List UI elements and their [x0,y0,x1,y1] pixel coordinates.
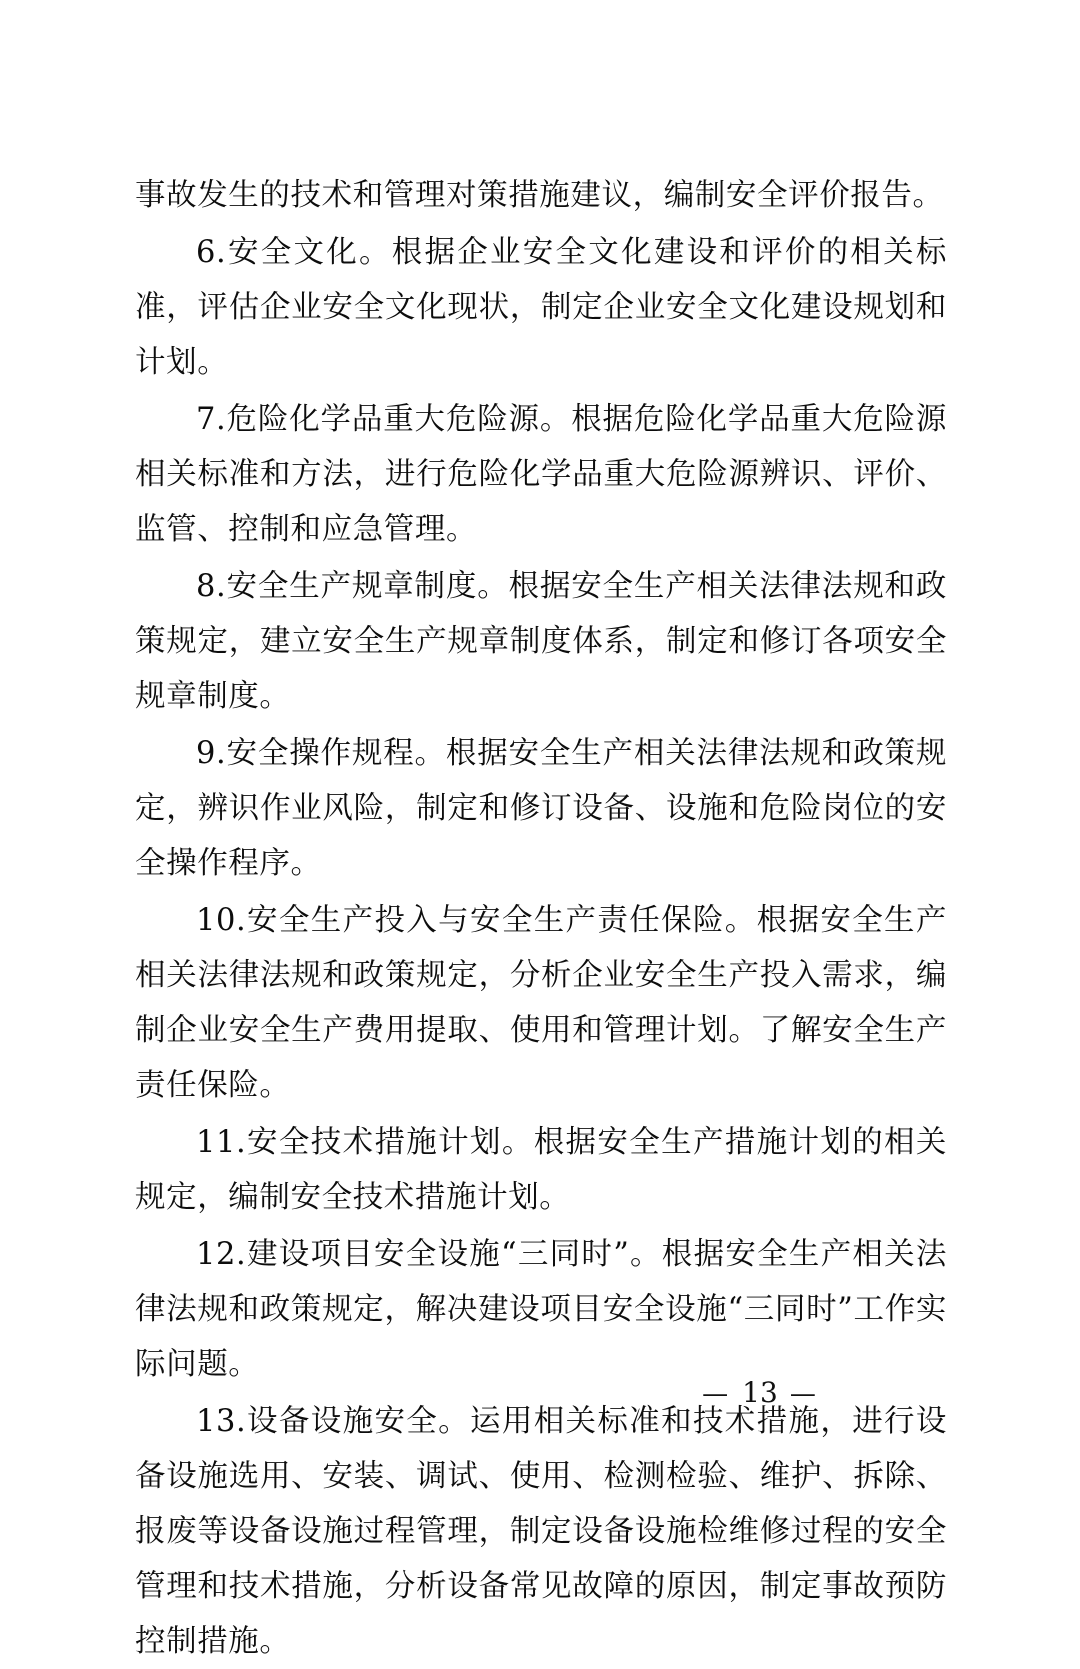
paragraph-continued: 事故发生的技术和管理对策措施建议，编制安全评价报告。 [135,178,944,213]
paragraph-item-6: 6.安全文化。根据企业安全文化建设和评价的相关标准，评估企业安全文化现状，制定企业安全文化建设规划和计划。 [135,235,947,380]
paragraph-item-11: 11.安全技术措施计划。根据安全生产措施计划的相关规定，编制安全技术措施计划。 [135,1125,947,1215]
paragraph-item-9: 9.安全操作规程。根据安全生产相关法律法规和政策规定，辨识作业风险，制定和修订设备、设施和危险岗位的安全操作程序。 [135,736,947,881]
paragraph-item-12: 12.建设项目安全设施“三同时”。根据安全生产相关法律法规和政策规定，解决建设项目安全设施“三同时”工作实际问题。 [135,1237,947,1382]
page-footer [0,1376,1080,1409]
paragraph-item-10: 10.安全生产投入与安全生产责任保险。根据安全生产相关法律法规和政策规定，分析企业安全生产投入需求，编制企业安全生产费用提取、使用和管理计划。了解安全生产责任保险。 [135,903,947,1103]
paragraph-item-13: 13.设备设施安全。运用相关标准和技术措施，进行设备设施选用、安装、调试、使用、检测检验、维护、拆除、报废等设备设施过程管理，制定设备设施检维修过程的安全管理和技术措施，分析设备常见故障的原因，制定事故预防控制措施。 [135,1404,947,1659]
footer-left-dash: — [702,1379,731,1409]
paragraph-item-8: 8.安全生产规章制度。根据安全生产相关法律法规和政策规定，建立安全生产规章制度体系，制定和修订各项安全规章制度。 [135,569,947,714]
document-body [135,168,947,1669]
footer-page-number: 13 [742,1376,778,1409]
paragraph-item-7: 7.危险化学品重大危险源。根据危险化学品重大危险源相关标准和方法，进行危险化学品重大危险源辨识、评价、监管、控制和应急管理。 [135,402,947,547]
footer-right-dash: — [789,1379,818,1409]
